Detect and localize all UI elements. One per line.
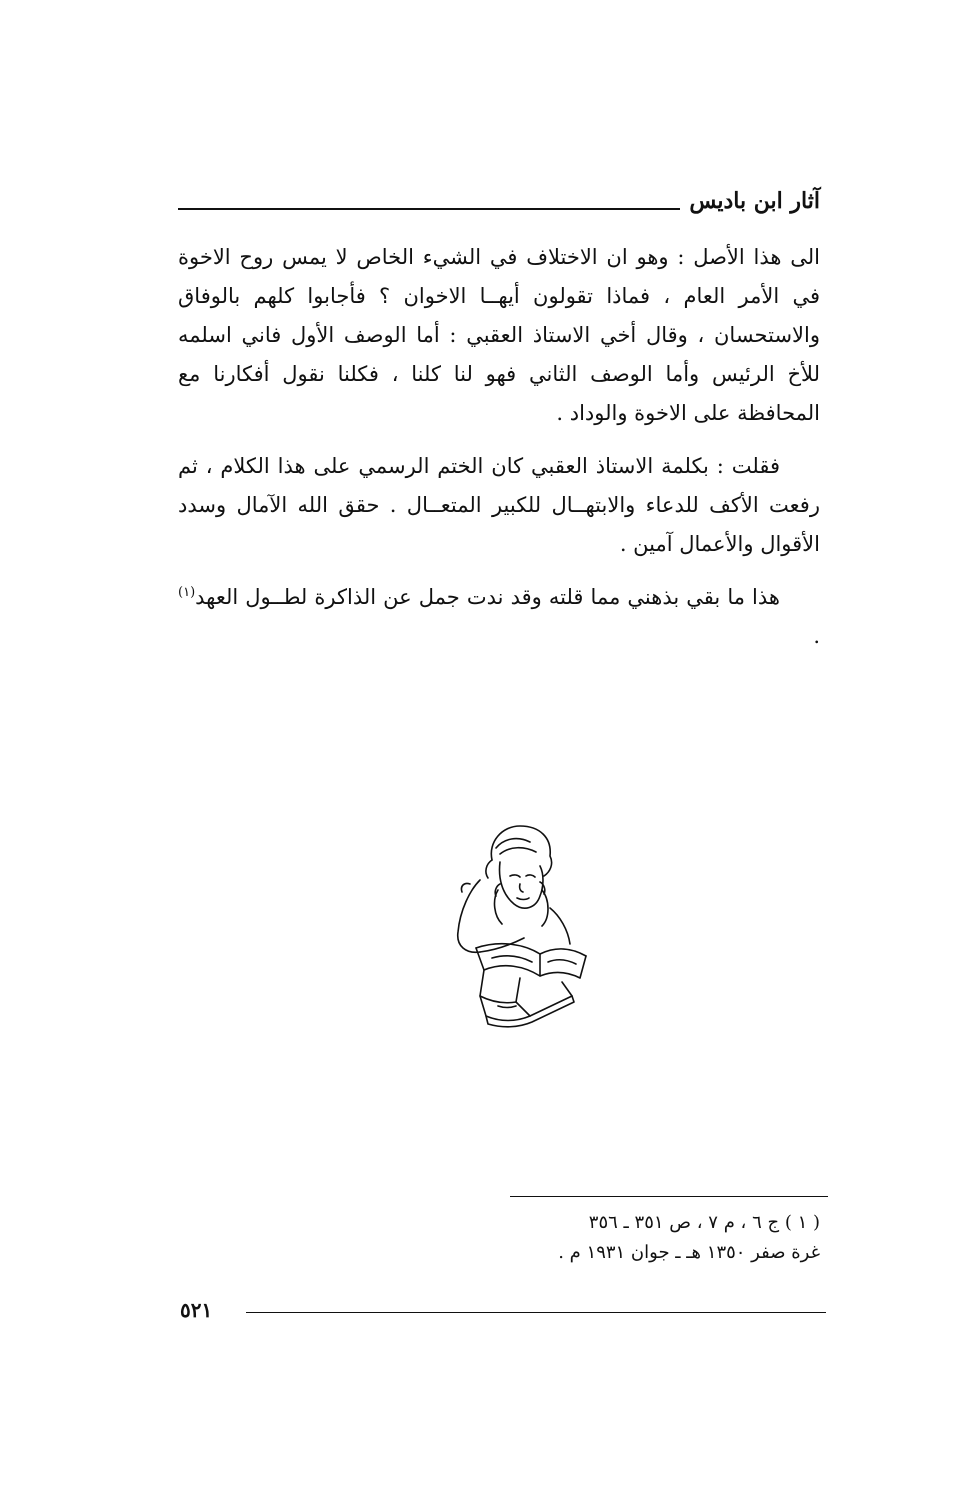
bottom-rule [246, 1312, 826, 1313]
footnote-line: ( ١ ) ج ٦ ، م ٧ ، ص ٣٥١ ـ ٣٥٦ [588, 1212, 820, 1233]
footnote [360, 1208, 820, 1268]
main-text [178, 238, 820, 670]
paragraph-text: الى هذا الأصل : وهو ان الاختلاف في الشيء الخاص لا يمس روح الاخوة في الأمر العام ، فماذا تقولون أيهــا الاخوان ؟ فأجابوا كلهم بالوفاق والاستحسان ، وقال أخي الاستاذ العقبي : أما الوصف الأول فاني اسلمه للأخ الرئيس وأما الوصف الثاني فهو لنا كلنا ، فكلنا نقول أفكارنا مع المحافظة على الاخوة والوداد . [178, 245, 820, 425]
paragraph [178, 447, 820, 564]
paragraph-text: فقلت : بكلمة الاستاذ العقبي كان الختم الرسمي على هذا الكلام ، ثم رفعت الأكف للدعاء والابتهــال للكبير المتعــال . حقق الله الآمال وسدد الأقوال والأعمال آمين . [178, 454, 820, 556]
footnote-marker[interactable]: (١) [178, 585, 196, 600]
paragraph [178, 578, 820, 656]
running-header [178, 188, 820, 218]
running-header-title: آثار ابن باديس [689, 188, 820, 214]
footnote-separator [510, 1196, 828, 1197]
header-rule [178, 208, 680, 210]
paragraph-ending: . [813, 624, 820, 648]
footnote-line: غرة صفر ١٣٥٠ هـ ـ جوان ١٩٣١ م . [558, 1242, 820, 1263]
page-number: ٥٢١ [180, 1298, 213, 1322]
paragraph-text: هذا ما بقي بذهني مما قلته وقد ندت جمل عن الذاكرة لطــول العهد [195, 585, 780, 609]
reading-child-illustration [440, 820, 590, 1030]
paragraph [178, 238, 820, 433]
